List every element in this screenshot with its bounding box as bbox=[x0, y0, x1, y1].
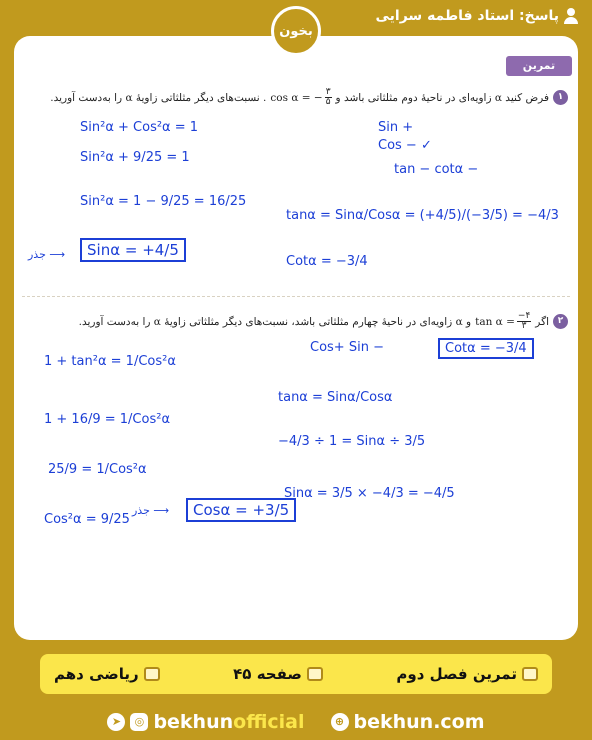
arrow-label: جذر bbox=[28, 248, 46, 261]
site-text: bekhun.com bbox=[353, 711, 485, 733]
book-icon bbox=[307, 667, 323, 681]
footer-bar bbox=[40, 654, 552, 694]
globe-icon: ⊕ bbox=[331, 713, 349, 731]
exercise-tag: تمرین bbox=[506, 56, 572, 76]
teacher-icon bbox=[522, 667, 538, 681]
hw2-tan-eq: tanα = Sinα/Cosα bbox=[278, 390, 393, 405]
section-divider bbox=[22, 296, 570, 297]
question-number: ۲ bbox=[553, 314, 568, 329]
social-handle[interactable] bbox=[107, 711, 304, 733]
tan-label: tan α = bbox=[475, 315, 515, 328]
author-credit bbox=[376, 8, 579, 24]
solution-page bbox=[14, 36, 578, 640]
hw1-line2: Sin²α + 9/25 = 1 bbox=[80, 150, 190, 165]
website-link[interactable] bbox=[331, 711, 485, 733]
hw2-line4: Cos²α = 9/25 bbox=[44, 512, 130, 527]
question-number: ۱ bbox=[553, 90, 568, 105]
handle-a: bekhun bbox=[153, 711, 234, 733]
hw2-line3: 25/9 = 1/Cos²α bbox=[48, 462, 147, 477]
hw2-line1: 1 + tan²α = 1/Cos²α bbox=[44, 354, 176, 369]
handle-b: official bbox=[233, 711, 305, 733]
footer-chapter bbox=[396, 665, 538, 683]
question-2 bbox=[79, 312, 568, 331]
hw2-signs: Cos+ Sin − bbox=[310, 340, 384, 355]
subject-label: ریاضی دهم bbox=[54, 665, 139, 683]
hw1-tan-eq: tanα = Sinα/Cosα = (+4/5)/(−3/5) = −4/3 bbox=[286, 208, 559, 223]
question-text: اگر bbox=[535, 315, 549, 328]
hw1-sign-sin: Sin + bbox=[378, 120, 414, 135]
hw2-arrow: جذر ⟶ bbox=[132, 504, 170, 517]
hw2-result: Cosα = +3/5 bbox=[186, 498, 296, 522]
graduation-cap-icon bbox=[144, 667, 160, 681]
given-cos bbox=[270, 88, 331, 107]
frac-den: ۵ bbox=[325, 97, 331, 107]
hw1-sign-tan: tan − cotα − bbox=[394, 162, 479, 177]
hw2-line2: 1 + 16/9 = 1/Cos²α bbox=[44, 412, 171, 427]
brand-logo bbox=[271, 6, 321, 56]
hw2-sub-eq: −4/3 ÷ 1 = Sinα ÷ 3/5 bbox=[278, 434, 426, 449]
cos-label: cos α = − bbox=[270, 91, 323, 104]
hw1-line1: Sin²α + Cos²α = 1 bbox=[80, 120, 199, 135]
question-text-end: و α زاویه‌ای در ناحیهٔ چهارم مثلثاتی باشد، نسبت‌های دیگر مثلثاتی زاویهٔ α را به‌دست آورید. bbox=[78, 315, 472, 328]
question-text-end: . نسبت‌های دیگر مثلثاتی زاویهٔ α را به‌دست آورید. bbox=[50, 91, 267, 104]
hw1-result: Sinα = +4/5 bbox=[80, 238, 186, 262]
tan-fraction bbox=[517, 312, 531, 331]
footer-subject bbox=[54, 665, 160, 683]
logo-text: بخون bbox=[279, 23, 313, 39]
footer-page bbox=[233, 665, 323, 683]
chapter-label: تمرین فصل دوم bbox=[396, 665, 517, 683]
page-label: صفحه ۴۵ bbox=[233, 665, 302, 683]
question-1 bbox=[50, 88, 568, 107]
author-text: پاسخ: استاد فاطمه سرایی bbox=[375, 8, 559, 24]
hw1-cot-eq: Cotα = −3/4 bbox=[286, 254, 368, 269]
arrow-label: جذر bbox=[132, 504, 150, 517]
hw1-sign-cos: Cos − ✓ bbox=[378, 138, 432, 153]
question-text: فرض کنید α زاویه‌ای در ناحیهٔ دوم مثلثاتی باشد و bbox=[335, 91, 549, 104]
social-links bbox=[0, 708, 592, 736]
hw1-arrow: جذر ⟶ bbox=[28, 248, 66, 261]
given-tan bbox=[475, 312, 531, 331]
hw2-sin-eq: Sinα = 3/5 × −4/3 = −4/5 bbox=[284, 486, 455, 501]
person-icon bbox=[564, 8, 578, 24]
cos-fraction bbox=[325, 88, 332, 107]
telegram-icon: ➤ bbox=[107, 713, 125, 731]
instagram-icon: ◎ bbox=[130, 713, 148, 731]
hw2-cot: Cotα = −3/4 bbox=[438, 338, 534, 359]
frac-num: −۴ bbox=[517, 311, 531, 321]
frac-num: ۳ bbox=[325, 87, 331, 97]
frac-den: ۳ bbox=[521, 321, 527, 331]
hw1-line3: Sin²α = 1 − 9/25 = 16/25 bbox=[80, 194, 247, 209]
